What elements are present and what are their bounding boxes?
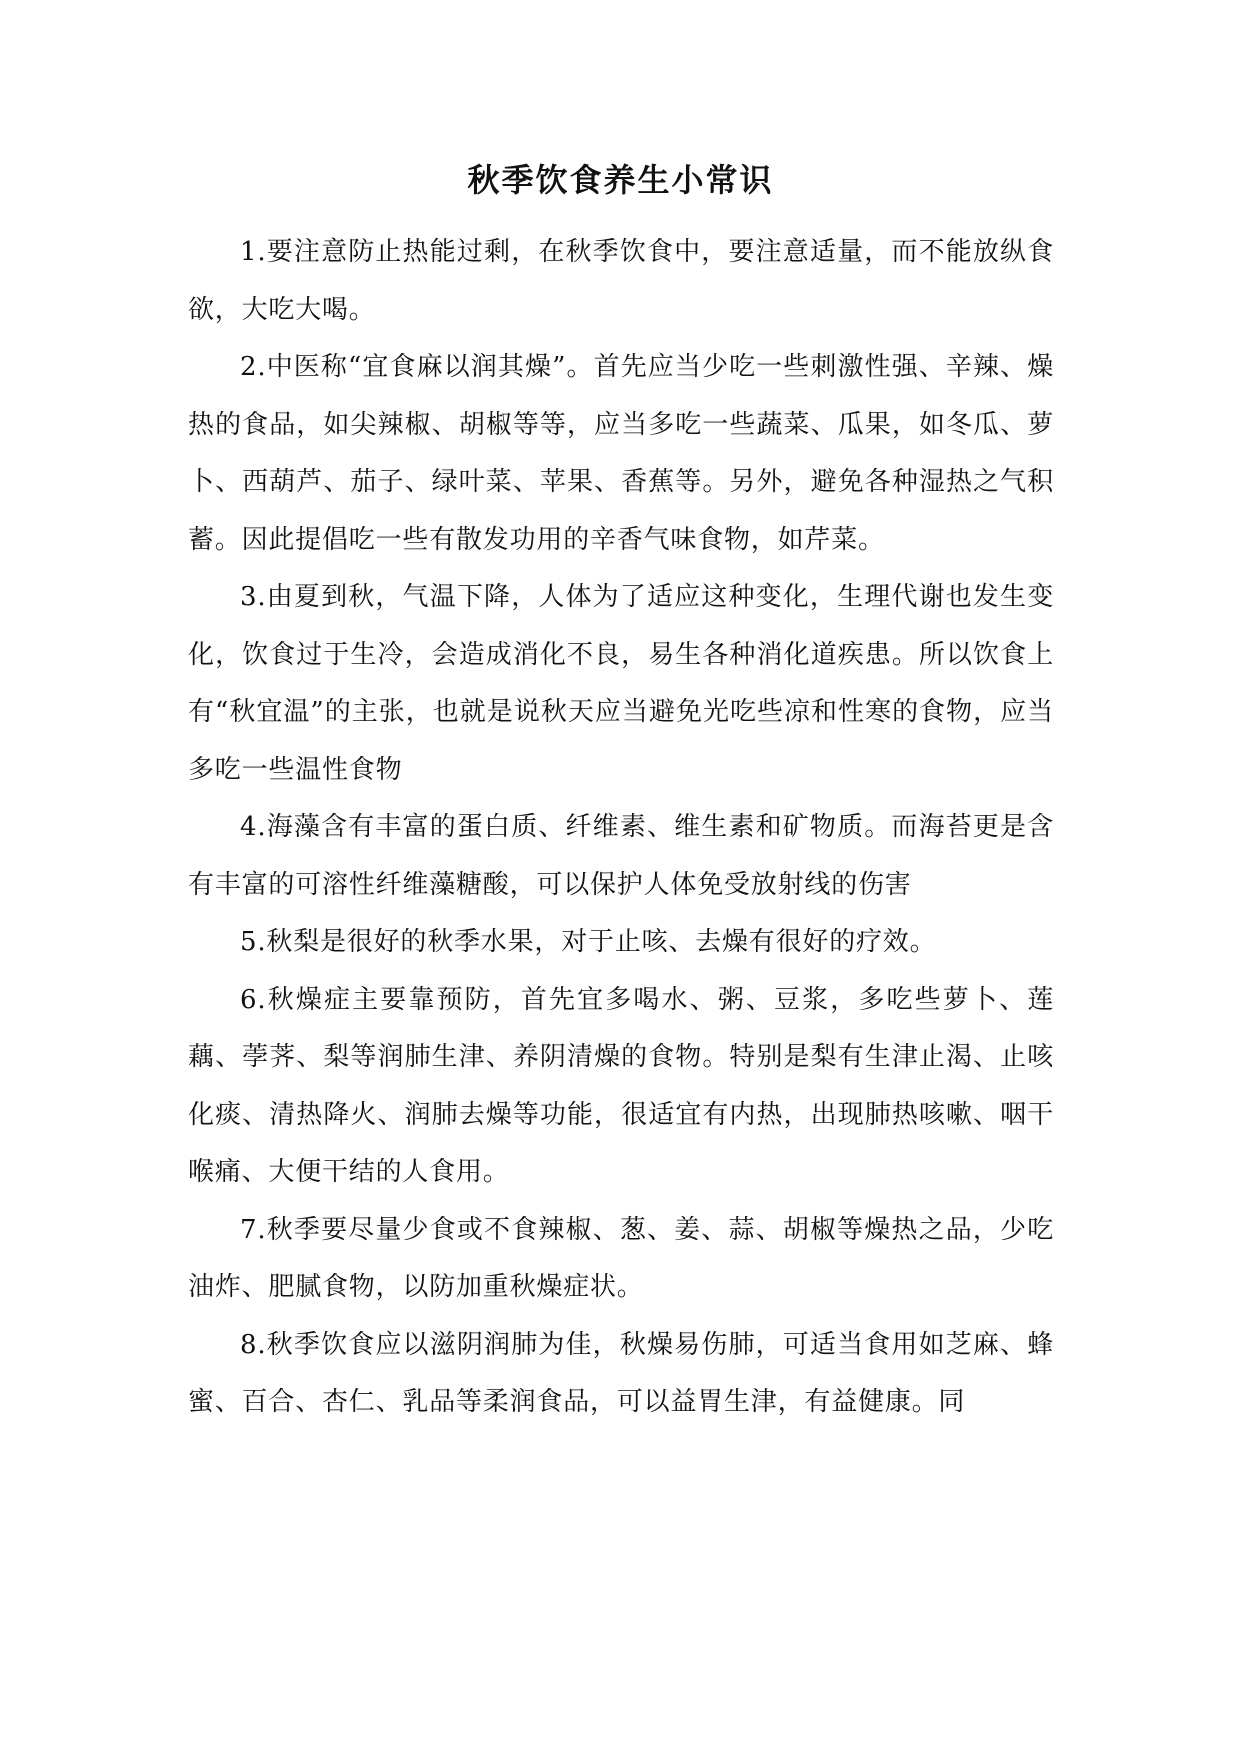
document-body: [188, 224, 1054, 1432]
paragraph-4: 4.海藻含有丰富的蛋白质、纤维素、维生素和矿物质。而海苔更是含有丰富的可溶性纤维藻糖酸，可以保护人体免受放射线的伤害: [188, 812, 1054, 900]
paragraph-3: 3.由夏到秋，气温下降，人体为了适应这种变化，生理代谢也发生变化，饮食过于生冷，会造成消化不良，易生各种消化道疾患。所以饮食上有“秋宜温”的主张，也就是说秋天应当避免光吃些凉和性寒的食物，应当多吃一些温性食物: [188, 582, 1054, 785]
paragraph-1: 1.要注意防止热能过剩，在秋季饮食中，要注意适量，而不能放纵食欲，大吃大喝。: [188, 237, 1054, 325]
paragraph-6: 6.秋燥症主要靠预防，首先宜多喝水、粥、豆浆，多吃些萝卜、莲藕、荸荠、梨等润肺生津、养阴清燥的食物。特别是梨有生津止渴、止咳化痰、清热降火、润肺去燥等功能，很适宜有内热，出现肺热咳嗽、咽干喉痛、大便干结的人食用。: [188, 984, 1054, 1187]
document-title: 秋季饮食养生小常识: [467, 161, 774, 199]
paragraph-5: 5.秋梨是很好的秋季水果，对于止咳、去燥有很好的疗效。: [240, 927, 937, 957]
paragraph-7: 7.秋季要尽量少食或不食辣椒、葱、姜、蒜、胡椒等燥热之品，少吃油炸、肥腻食物，以防加重秋燥症状。: [188, 1214, 1054, 1302]
paragraph-8: 8.秋季饮食应以滋阴润肺为佳，秋燥易伤肺，可适当食用如芝麻、蜂蜜、百合、杏仁、乳品等柔润食品，可以益胃生津，有益健康。同: [188, 1329, 1054, 1417]
paragraph-2: 2.中医称“宜食麻以润其燥”。首先应当少吃一些刺激性强、辛辣、燥热的食品，如尖辣椒、胡椒等等，应当多吃一些蔬菜、瓜果，如冬瓜、萝卜、西葫芦、茄子、绿叶菜、苹果、香蕉等。另外，避免各种湿热之气积蓄。因此提倡吃一些有散发功用的辛香气味食物，如芹菜。: [188, 352, 1054, 555]
